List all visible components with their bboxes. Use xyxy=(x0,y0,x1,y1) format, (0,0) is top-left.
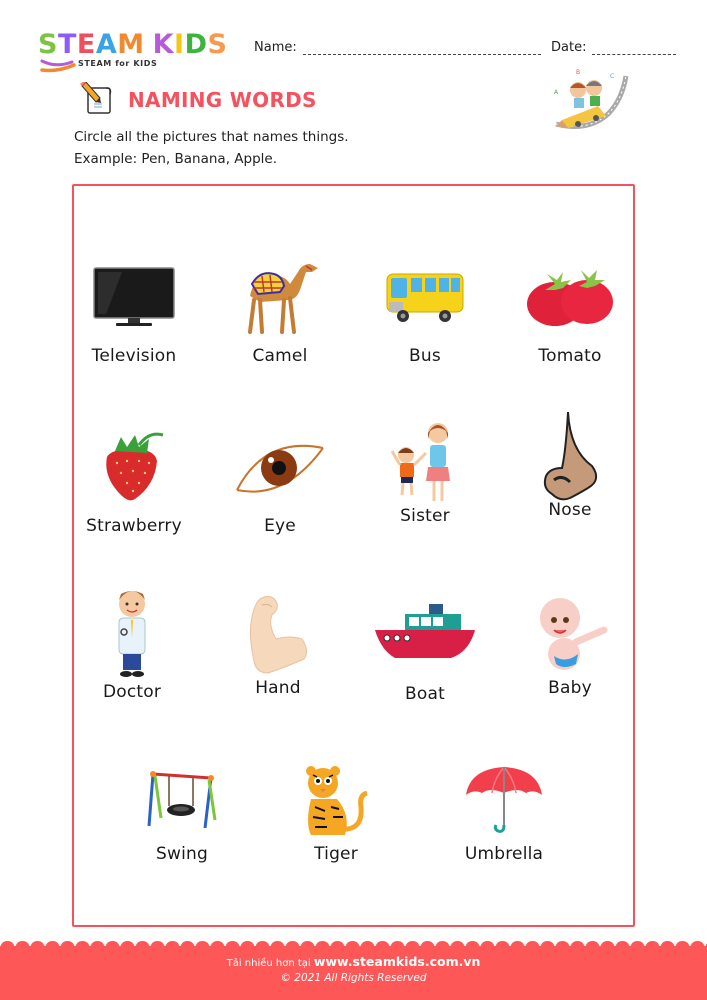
picture-label: Umbrella xyxy=(464,844,544,864)
logo-letter: T xyxy=(57,29,77,60)
picture-label: Swing xyxy=(156,844,208,864)
logo-title xyxy=(38,30,227,60)
logo-letter: I xyxy=(174,29,185,60)
picture-label: Baby xyxy=(548,678,592,698)
picture-label: Bus xyxy=(409,346,441,366)
boat-icon xyxy=(375,602,475,664)
picture-item-strawberry[interactable] xyxy=(64,428,204,536)
picture-label: Sister xyxy=(400,506,450,526)
footer-website-link[interactable]: www.steamkids.com.vn xyxy=(313,954,481,969)
television-icon xyxy=(92,266,176,330)
picture-label: Tiger xyxy=(314,844,358,864)
picture-label: Eye xyxy=(264,516,296,536)
picture-item-camel[interactable] xyxy=(210,258,350,366)
picture-label: Hand xyxy=(255,678,301,698)
picture-item-sister[interactable] xyxy=(355,418,495,526)
logo-letter: D xyxy=(184,29,208,60)
baby-icon xyxy=(530,592,610,676)
swing-icon xyxy=(147,768,217,834)
picture-label: Television xyxy=(91,346,177,366)
picture-item-eye[interactable] xyxy=(210,428,350,536)
umbrella-icon xyxy=(464,765,544,837)
picture-item-tiger[interactable] xyxy=(266,762,406,864)
picture-item-tomato[interactable] xyxy=(500,258,640,366)
tiger-icon xyxy=(301,763,371,839)
date-field[interactable] xyxy=(551,40,676,55)
footer-download-line xyxy=(0,954,707,969)
instructions xyxy=(74,126,349,170)
logo-swoosh-icon xyxy=(40,58,76,74)
steam-kids-logo xyxy=(38,30,238,74)
logo-subtitle: STEAM for KIDS xyxy=(78,59,158,68)
footer-prefix: Tải nhiều hơn tại xyxy=(226,958,311,969)
picture-item-baby[interactable] xyxy=(500,592,640,698)
picture-item-boat[interactable] xyxy=(355,596,495,704)
doctor-icon xyxy=(107,586,157,680)
picture-item-swing[interactable] xyxy=(112,762,252,864)
picture-label: Strawberry xyxy=(86,516,182,536)
date-label: Date: xyxy=(551,40,587,55)
svg-text:C: C xyxy=(610,73,615,80)
eye-icon xyxy=(235,440,325,496)
name-blank-line[interactable] xyxy=(303,43,541,55)
picture-item-television[interactable] xyxy=(64,258,204,366)
logo-letter: S xyxy=(38,29,58,60)
nose-icon xyxy=(540,410,600,506)
date-blank-line[interactable] xyxy=(592,43,676,55)
sister-icon xyxy=(390,419,460,507)
name-field[interactable] xyxy=(254,40,541,55)
name-label: Name: xyxy=(254,40,297,55)
camel-icon xyxy=(240,260,320,336)
logo-letter: K xyxy=(152,29,175,60)
flexed-arm-hand-icon xyxy=(246,595,310,675)
picture-item-umbrella[interactable] xyxy=(434,762,574,864)
picture-label: Doctor xyxy=(102,682,162,702)
logo-letter: M xyxy=(117,29,145,60)
svg-text:A: A xyxy=(554,89,559,96)
picture-item-doctor[interactable] xyxy=(62,586,202,702)
page-title: NAMING WORDS xyxy=(128,88,317,112)
picture-label: Boat xyxy=(405,684,445,704)
svg-text:B: B xyxy=(576,69,581,76)
logo-letter: S xyxy=(207,29,228,60)
writing-pencil-icon xyxy=(80,82,114,116)
instruction-line: Circle all the pictures that names things. xyxy=(74,129,349,145)
picture-item-bus[interactable] xyxy=(355,258,495,366)
roller-coaster-kids-icon xyxy=(548,66,632,132)
picture-item-hand[interactable] xyxy=(208,590,348,698)
example-line: Example: Pen, Banana, Apple. xyxy=(74,151,278,167)
logo-letter: A xyxy=(95,29,118,60)
footer-copyright: © 2021 All Rights Reserved xyxy=(280,972,427,984)
strawberry-icon xyxy=(99,431,169,505)
picture-label: Camel xyxy=(252,346,308,366)
bus-icon xyxy=(383,270,467,326)
logo-letter: E xyxy=(76,29,96,60)
picture-label: Tomato xyxy=(538,346,602,366)
picture-item-nose[interactable] xyxy=(500,408,640,520)
picture-label: Nose xyxy=(548,500,592,520)
tomato-icon xyxy=(525,268,615,328)
